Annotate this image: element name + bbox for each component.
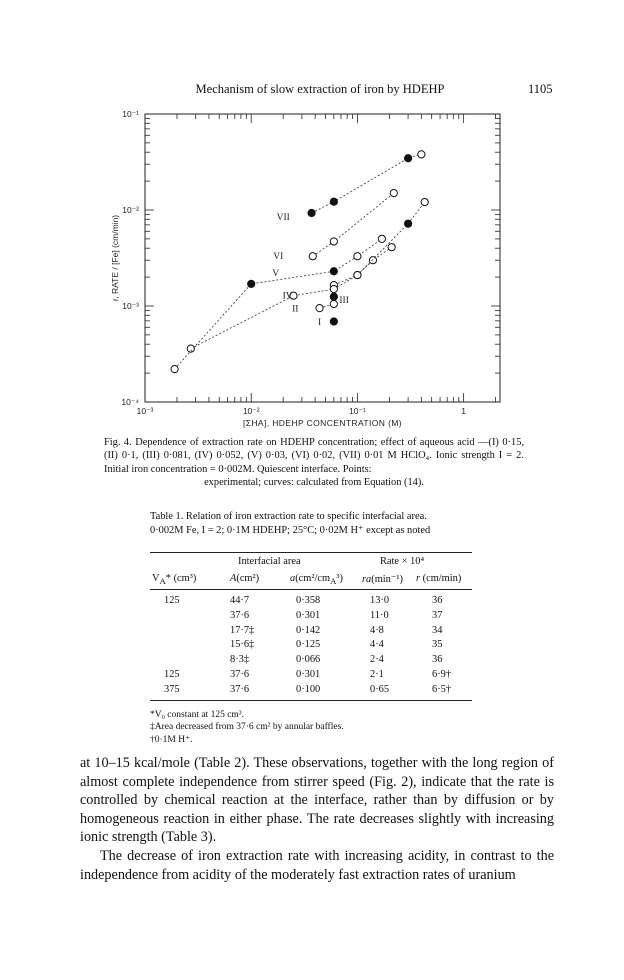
table-cell: 4·8 <box>370 624 384 636</box>
curve-IV <box>191 202 425 349</box>
data-point-IV <box>404 220 411 227</box>
col-header-volume: $V_A*$ (cm³) <box>152 573 197 587</box>
table-cell: 35 <box>432 639 443 651</box>
table-rule <box>150 552 472 553</box>
data-point-III <box>388 244 395 251</box>
data-point-VI <box>330 238 337 245</box>
table-cell: 4·4 <box>370 639 384 651</box>
col-header-r: r (cm/min) <box>416 573 462 584</box>
table-title-line: 0·002M Fe, I = 2; 0·1M HDEHP; 25°C; 0·02M H⁺ except as noted <box>150 524 431 536</box>
table-cell: 37·6 <box>230 683 250 695</box>
table-cell: 36 <box>432 654 443 666</box>
table-cell: 37·6 <box>230 609 250 621</box>
table-footnote: ‡Area decreased from 37·6 cm² by annular baffles. <box>150 722 344 732</box>
y-axis-label: r, RATE / [Fe] (cm/min) <box>110 214 120 302</box>
figure-caption <box>104 436 524 489</box>
table-cell: 17·7‡ <box>230 624 255 636</box>
table-cell: 0·358 <box>296 595 321 606</box>
table-cell: 0·100 <box>296 683 321 695</box>
data-point-V <box>354 253 361 260</box>
data-point-IV <box>330 285 337 292</box>
series-label-VI: VI <box>273 252 284 263</box>
table-cell: 15·6‡ <box>230 639 255 651</box>
x-tick-label: 10⁻² <box>242 406 260 416</box>
table-footnote: †0·1M H⁺. <box>150 735 193 745</box>
data-point-VI <box>390 189 397 196</box>
table-cell: 37 <box>432 609 443 621</box>
data-point-III <box>369 257 376 264</box>
table-cell: 37·6 <box>230 669 250 680</box>
data-point-VII <box>404 155 411 162</box>
table-cell: 44·7 <box>230 595 250 606</box>
table-cell: 36 <box>432 595 443 606</box>
group-header-rate: Rate × 10⁴ <box>380 556 425 567</box>
y-tick-label: 10⁻² <box>122 205 139 215</box>
col-header-ra: ra(min⁻¹) <box>362 574 403 585</box>
body-text <box>80 754 554 884</box>
col-header-specific-area: $a(cm^2/cm_A^3)$ <box>290 573 343 587</box>
x-tick-label: 10⁻¹ <box>349 406 366 416</box>
data-point-VII <box>330 198 337 205</box>
table-cell: 6·5† <box>432 683 452 695</box>
x-axis-label: [ΣHA], HDEHP CONCENTRATION (M) <box>242 418 403 428</box>
table-cell: 13·0 <box>370 595 390 606</box>
group-header-area: Interfacial area <box>238 556 301 567</box>
caption-line: Fig. 4. Dependence of extraction rate on HDEHP concentration; effect of aqueous acid <box>104 437 475 448</box>
curve-VI <box>313 193 394 256</box>
data-point-V <box>378 235 385 242</box>
series-label-VII: VII <box>276 212 290 223</box>
table-cell: 0·65 <box>370 683 390 695</box>
table-cell: 2·1 <box>370 669 384 680</box>
data-point-VII <box>308 209 315 216</box>
series-label-I: I <box>317 318 322 329</box>
table-cell: 0·301 <box>296 669 321 680</box>
table-rule <box>150 589 472 590</box>
plot-frame <box>145 114 500 402</box>
figure-4-chart <box>0 0 624 440</box>
paragraph: at 10–15 kcal/mole (Table 2). These observations, together with the long region of almost complete independence from stirrer speed (Fig. 2), indicate that the rate is controlled by chemical reaction at the interface, rather than by diffusion or by homogeneous reaction in either phase. The rate decreases slightly with increasing ionic strength (Table 3). <box>80 755 554 846</box>
paragraph: The decrease of iron extraction rate with increasing acidity, in contrast to the independence from acidity of the moderately fast extraction rates of uranium <box>80 847 554 883</box>
x-tick-label: 10⁻³ <box>136 406 154 416</box>
data-point-I <box>330 318 337 325</box>
series-label-IV: IV <box>282 291 293 302</box>
table-cell: 11·0 <box>370 609 389 621</box>
table-cell: 2·4 <box>370 654 384 666</box>
series-label-V: V <box>272 269 280 280</box>
running-title: Mechanism of slow extraction of iron by HDEHP <box>195 82 445 96</box>
caption-line: experimental; curves: calculated from Equation (14). <box>204 476 424 488</box>
table-cell: 125 <box>164 669 180 680</box>
series-label-III: III <box>339 296 349 307</box>
table-cell: 6·9† <box>432 669 452 680</box>
data-point-V <box>171 366 178 373</box>
table-cell: 0·301 <box>296 609 321 621</box>
y-tick-label: 10⁻¹ <box>122 109 139 119</box>
series-label-II: II <box>292 304 299 315</box>
x-tick-label: 1 <box>461 406 466 416</box>
curve-III <box>334 247 392 297</box>
col-header-area: A(cm²) <box>230 573 260 584</box>
table-title-line: Table 1. Relation of iron extraction rate to specific interfacial area. <box>150 511 427 522</box>
page-number: 1105 <box>528 82 553 96</box>
table-cell: 8·3‡ <box>230 654 250 666</box>
table-rule <box>150 700 472 701</box>
data-point-VII <box>418 151 425 158</box>
curve-VII <box>312 154 422 213</box>
table-cell: 0·066 <box>296 654 321 666</box>
data-point-IV <box>354 271 361 278</box>
y-tick-label: 10⁻³ <box>122 301 139 311</box>
table-title <box>150 510 480 537</box>
table-cell: 125 <box>164 595 180 606</box>
data-point-IV <box>421 198 428 205</box>
data-point-II <box>316 305 323 312</box>
data-point-V <box>330 268 337 275</box>
caption-line: —(I) 0·15, (II) 0·1, (III) 0·081, (IV) 0·052, (V) 0·03, (VI) 0·02, (VII) 0·01 M HClO₄. <box>104 437 525 462</box>
table-cell: 375 <box>164 683 180 695</box>
data-point-VI <box>309 253 316 260</box>
table-footnote: *V₀ constant at 125 cm³. <box>150 710 245 720</box>
y-tick-label: 10⁻⁴ <box>121 397 139 407</box>
table-cell: 34 <box>432 624 443 636</box>
data-point-V <box>248 280 255 287</box>
table-cell: 0·125 <box>296 639 321 651</box>
table-cell: 0·142 <box>296 624 321 636</box>
data-point-III <box>330 293 337 300</box>
data-point-II <box>330 300 337 307</box>
caption-line: Ionic strength I = 2. Initial iron concentration = 0·002M. Quiescent interface. Points: <box>104 450 524 475</box>
